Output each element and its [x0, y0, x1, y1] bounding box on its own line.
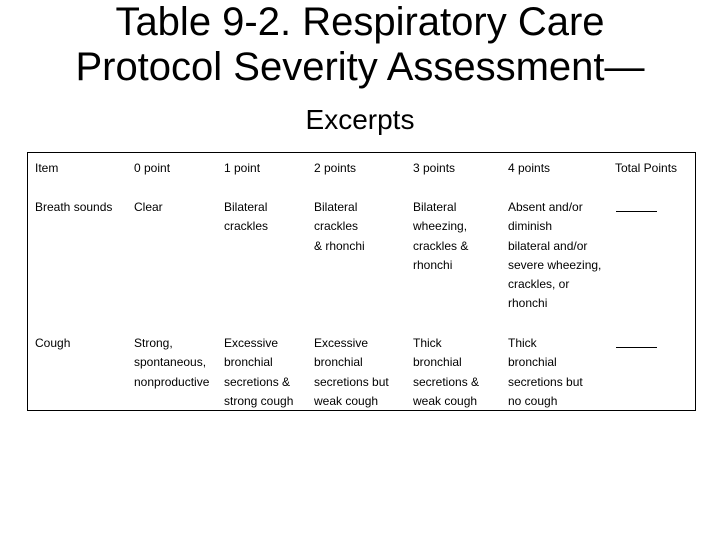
- severity-table: [27, 152, 696, 411]
- cell-line: secretions &: [413, 374, 480, 389]
- cell-line: bronchial: [224, 355, 273, 370]
- breath-sounds-4-points: [508, 198, 601, 314]
- cell-line: no cough: [508, 393, 558, 408]
- header-total-points: Total Points: [615, 161, 678, 175]
- cell-line: crackles: [224, 219, 269, 234]
- cell-line: secretions but: [314, 374, 389, 389]
- cell-line: crackles &: [413, 238, 469, 253]
- cough-0-point: [134, 334, 209, 392]
- header-item: Item: [35, 161, 59, 175]
- title-line-2: Protocol Severity Assessment—: [75, 45, 645, 89]
- cell-line: Excessive: [314, 336, 369, 350]
- cell-line: Thick: [413, 336, 442, 350]
- header-3-points: 3 points: [413, 161, 456, 175]
- cell-line: diminish: [508, 219, 553, 234]
- row-item-breath-sounds: Breath sounds: [35, 200, 113, 214]
- cell-line: bilateral and/or: [508, 238, 588, 253]
- cell-line: crackles: [314, 219, 359, 234]
- cell-line: severe wheezing,: [508, 257, 602, 272]
- cell-line: Bilateral: [314, 200, 358, 214]
- cell-line: rhonchi: [508, 296, 548, 311]
- title-line-1: Table 9-2. Respiratory Care: [115, 0, 605, 44]
- cell-line: secretions but: [508, 374, 583, 389]
- cell-line: Excessive: [224, 336, 279, 350]
- cough-1-point: [224, 334, 293, 411]
- cough-4-points: [508, 334, 583, 411]
- cell-line: & rhonchi: [314, 238, 365, 253]
- breath-sounds-3-points: [413, 198, 468, 275]
- page-subtitle: Excerpts: [305, 104, 415, 135]
- cell-line: rhonchi: [413, 257, 453, 272]
- cell-line: wheezing,: [413, 219, 468, 234]
- cough-total-blank[interactable]: [616, 347, 657, 348]
- header-2-points: 2 points: [314, 161, 357, 175]
- cell-line: spontaneous,: [134, 355, 207, 370]
- cell-line: nonproductive: [134, 374, 210, 389]
- cell-line: Bilateral: [413, 200, 457, 214]
- cough-2-points: [314, 334, 389, 411]
- breath-sounds-0-point: [134, 198, 163, 217]
- cough-3-points: [413, 334, 479, 411]
- cell-line: Clear: [134, 200, 163, 214]
- cell-line: Thick: [508, 336, 537, 350]
- cell-line: bronchial: [508, 355, 557, 370]
- row-item-cough: Cough: [35, 336, 71, 350]
- cell-line: Strong,: [134, 336, 173, 350]
- breath-sounds-2-points: [314, 198, 365, 256]
- cell-line: secretions &: [224, 374, 291, 389]
- cell-line: crackles, or: [508, 277, 570, 292]
- breath-sounds-1-point: [224, 198, 268, 237]
- cell-line: Absent and/or: [508, 200, 583, 214]
- cell-line: bronchial: [314, 355, 363, 370]
- cell-line: weak cough: [413, 393, 478, 408]
- header-4-points: 4 points: [508, 161, 551, 175]
- cell-line: bronchial: [413, 355, 462, 370]
- header-0-point: 0 point: [134, 161, 171, 175]
- cell-line: weak cough: [314, 393, 379, 408]
- page-title: [0, 0, 720, 90]
- breath-sounds-total-blank[interactable]: [616, 211, 657, 212]
- cell-line: Bilateral: [224, 200, 268, 214]
- header-1-point: 1 point: [224, 161, 261, 175]
- cell-line: strong cough: [224, 393, 294, 408]
